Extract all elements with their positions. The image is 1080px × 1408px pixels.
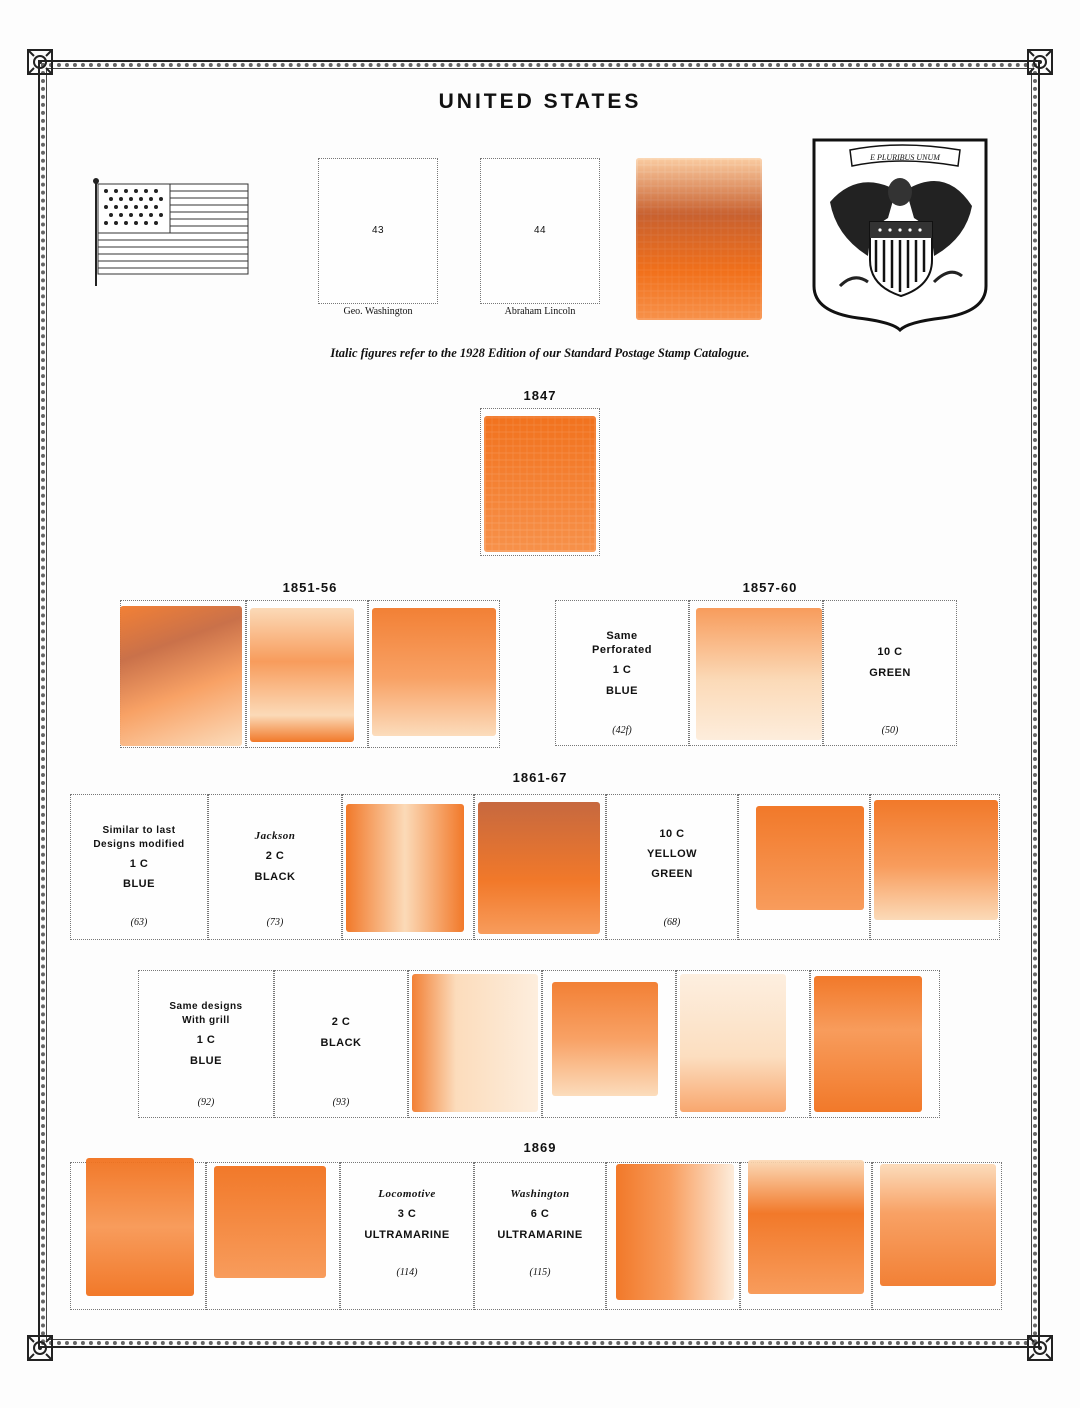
stamp-slot	[474, 1162, 606, 1310]
mounted-stamp	[756, 806, 864, 910]
cell-line: Perforated	[591, 644, 653, 656]
year-heading-1857: 1857-60	[742, 580, 798, 595]
catalogue-number: (114)	[396, 1267, 418, 1278]
slot-number: 44	[533, 225, 547, 236]
cell-denomination: 2 C	[331, 1016, 351, 1028]
catalogue-number: (92)	[197, 1097, 215, 1108]
catalogue-number: (42f)	[612, 725, 632, 736]
mounted-stamp	[346, 804, 464, 932]
corner-ornament-icon	[22, 44, 58, 80]
mounted-stamp	[616, 1164, 734, 1300]
mounted-stamp	[214, 1166, 326, 1278]
mounted-stamp	[696, 608, 822, 740]
mounted-stamp	[636, 158, 762, 320]
stamp-slot	[606, 794, 738, 940]
corner-ornament-icon	[22, 1330, 58, 1366]
mounted-stamp	[120, 606, 242, 746]
mounted-stamp	[680, 974, 786, 1112]
cell-denomination: 6 C	[530, 1208, 550, 1220]
eagle-motto-text: E PLURIBUS UNUM	[870, 153, 940, 162]
catalogue-number: (115)	[529, 1267, 551, 1278]
slot-caption: Abraham Lincoln	[504, 306, 576, 317]
catalogue-number: (73)	[266, 917, 284, 928]
mounted-stamp	[552, 982, 658, 1096]
cell-line: With grill	[182, 1015, 230, 1026]
catalogue-number: (50)	[881, 725, 899, 736]
year-heading-1851: 1851-56	[282, 580, 338, 595]
corner-ornament-icon	[1022, 1330, 1058, 1366]
stamp-slot	[138, 970, 274, 1118]
slot-number: 43	[371, 225, 385, 236]
mounted-stamp	[412, 974, 538, 1112]
stamp-slot	[274, 970, 408, 1118]
cell-color: BLUE	[190, 1055, 222, 1067]
stamp-slot	[823, 600, 957, 746]
cell-line: Designs modified	[93, 839, 185, 850]
mounted-stamp	[748, 1160, 864, 1294]
cell-line: Same designs	[169, 1001, 243, 1012]
catalogue-number: (63)	[130, 917, 148, 928]
cell-color: ULTRAMARINE	[364, 1229, 450, 1241]
mounted-stamp	[880, 1164, 996, 1286]
mounted-stamp	[484, 416, 596, 552]
cell-design-name: Jackson	[254, 830, 296, 842]
cell-color: BLACK	[254, 871, 296, 883]
cell-color: YELLOW	[646, 848, 698, 860]
cell-denomination: 1 C	[612, 664, 632, 676]
stamp-slot	[208, 794, 342, 940]
cell-line: Same	[606, 630, 638, 642]
stamp-slot	[340, 1162, 474, 1310]
cell-design-name: Washington	[510, 1188, 570, 1200]
catalogue-number: (68)	[663, 917, 681, 928]
cell-color: BLUE	[606, 685, 638, 697]
mounted-stamp	[814, 976, 922, 1112]
corner-ornament-icon	[1022, 44, 1058, 80]
cell-design-name: Locomotive	[378, 1188, 436, 1200]
cell-color: GREEN	[651, 868, 693, 880]
us-flag-icon	[92, 178, 252, 288]
cell-color: BLUE	[123, 878, 155, 890]
year-heading-1869: 1869	[523, 1140, 557, 1155]
mounted-stamp	[250, 608, 354, 742]
cell-color: ULTRAMARINE	[497, 1229, 583, 1241]
catalogue-number: (93)	[332, 1097, 350, 1108]
mounted-stamp	[372, 608, 496, 736]
year-heading-1861: 1861-67	[512, 770, 568, 785]
slot-caption: Geo. Washington	[343, 306, 413, 317]
stamp-slot	[70, 794, 208, 940]
year-heading-1847: 1847	[523, 388, 557, 403]
eagle-shield-icon	[810, 136, 990, 332]
cell-denomination: 10 C	[877, 646, 903, 658]
cell-color: BLACK	[320, 1037, 362, 1049]
catalogue-note: Italic figures refer to the 1928 Edition of our Standard Postage Stamp Catalogue.	[330, 346, 750, 360]
cell-denomination: 1 C	[129, 858, 149, 870]
slot-washington	[318, 158, 438, 304]
mounted-stamp	[874, 800, 998, 920]
mounted-stamp	[478, 802, 600, 934]
slot-lincoln	[480, 158, 600, 304]
mounted-stamp	[86, 1158, 194, 1296]
cell-denomination: 10 C	[659, 828, 685, 840]
cell-denomination: 2 C	[265, 850, 285, 862]
cell-color: GREEN	[869, 667, 911, 679]
cell-line: Similar to last	[102, 825, 176, 836]
stamp-slot	[555, 600, 689, 746]
cell-denomination: 1 C	[196, 1034, 216, 1046]
cell-denomination: 3 C	[397, 1208, 417, 1220]
page-title: UNITED STATES	[438, 90, 642, 113]
